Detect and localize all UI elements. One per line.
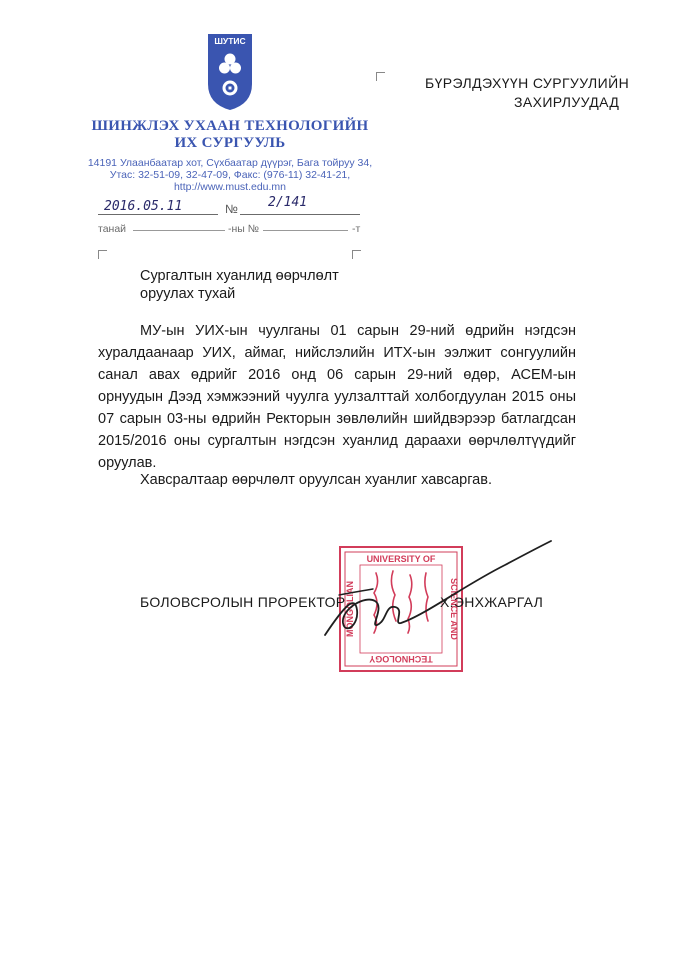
corner-mark-recipient <box>376 72 385 81</box>
corner-mark-right <box>352 250 361 259</box>
caption-yours: танай <box>98 223 127 235</box>
handwritten-signature <box>315 535 555 645</box>
university-name-line2: ИХ СУРГУУЛЬ <box>174 135 286 151</box>
university-phones: Утас: 32-51-09, 32-47-09, Факс: (976-11) 32-41-21, <box>109 169 351 181</box>
caption-to: -т <box>352 223 361 235</box>
letter-date: 2016.05.11 <box>104 199 183 214</box>
university-website: http://www.must.edu.mn <box>173 181 287 193</box>
stamp-text-top: UNIVERSITY OF <box>366 554 436 564</box>
letter-number: 2/141 <box>268 195 308 210</box>
recipient-line1: БҮРЭЛДЭХҮҮН СУРГУУЛИЙН <box>425 75 630 91</box>
caption-line-right <box>263 230 348 231</box>
caption-number: -ны № <box>228 223 260 235</box>
university-logo <box>205 32 255 112</box>
university-address: 14191 Улаанбаатар хот, Сүхбаатар дүүрэг, Бага тойруу 34, <box>87 157 373 169</box>
signer-title: БОЛОВСРОЛЫН ПРОРЕКТОР <box>140 594 346 610</box>
stamp-text-left: MONGOLIAN <box>345 581 355 637</box>
body-paragraph: МУ-ын УИХ-ын чуулганы 01 сарын 29-ний өдрийн нэгдсэн хуралдаанаар УИХ, аймаг, нийслэлийн ИТХ-ын ээлжит сонгуулийн санал авах өдрийг 2016 онд 06 сарын 29-ний өдөр, АСЕМ-ын орнуудын Дээд хэмжээний чуулга уулзалттай холбогдуулан 2015 оны 07 сарын 03-ны өдрийн Ректорын зөвлөлийн шийдвэрээр батлагдсан 2015/2016 оны сургалтын нэгдсэн хуанлид дараахи өөрчлөлтүүдийг оруулав. <box>98 323 576 471</box>
subject-line2: оруулах тухай <box>140 286 236 302</box>
recipient-line2: ЗАХИРЛУУДАД <box>514 94 620 110</box>
university-name-line1: ШИНЖЛЭХ УХААН ТЕХНОЛОГИЙН <box>91 118 369 134</box>
subject-line1: Сургалтын хуанлид өөрчлөлт <box>140 268 339 284</box>
caption-line-left <box>133 230 225 231</box>
date-line <box>98 214 218 215</box>
corner-mark-left <box>98 250 107 259</box>
number-line <box>240 214 360 215</box>
stamp-text-bottom: TECHNOLOGY <box>369 654 433 664</box>
number-sign: № <box>225 202 238 216</box>
stamp-text-right: SCIENCE AND <box>449 578 459 640</box>
logo-text: ШУТИС <box>214 36 246 46</box>
signer-name: Х.ЭНХЖАРГАЛ <box>440 594 544 610</box>
attachment-note: Хавсралтаар өөрчлөлт оруулсан хуанлиг хавсаргав. <box>140 472 492 488</box>
